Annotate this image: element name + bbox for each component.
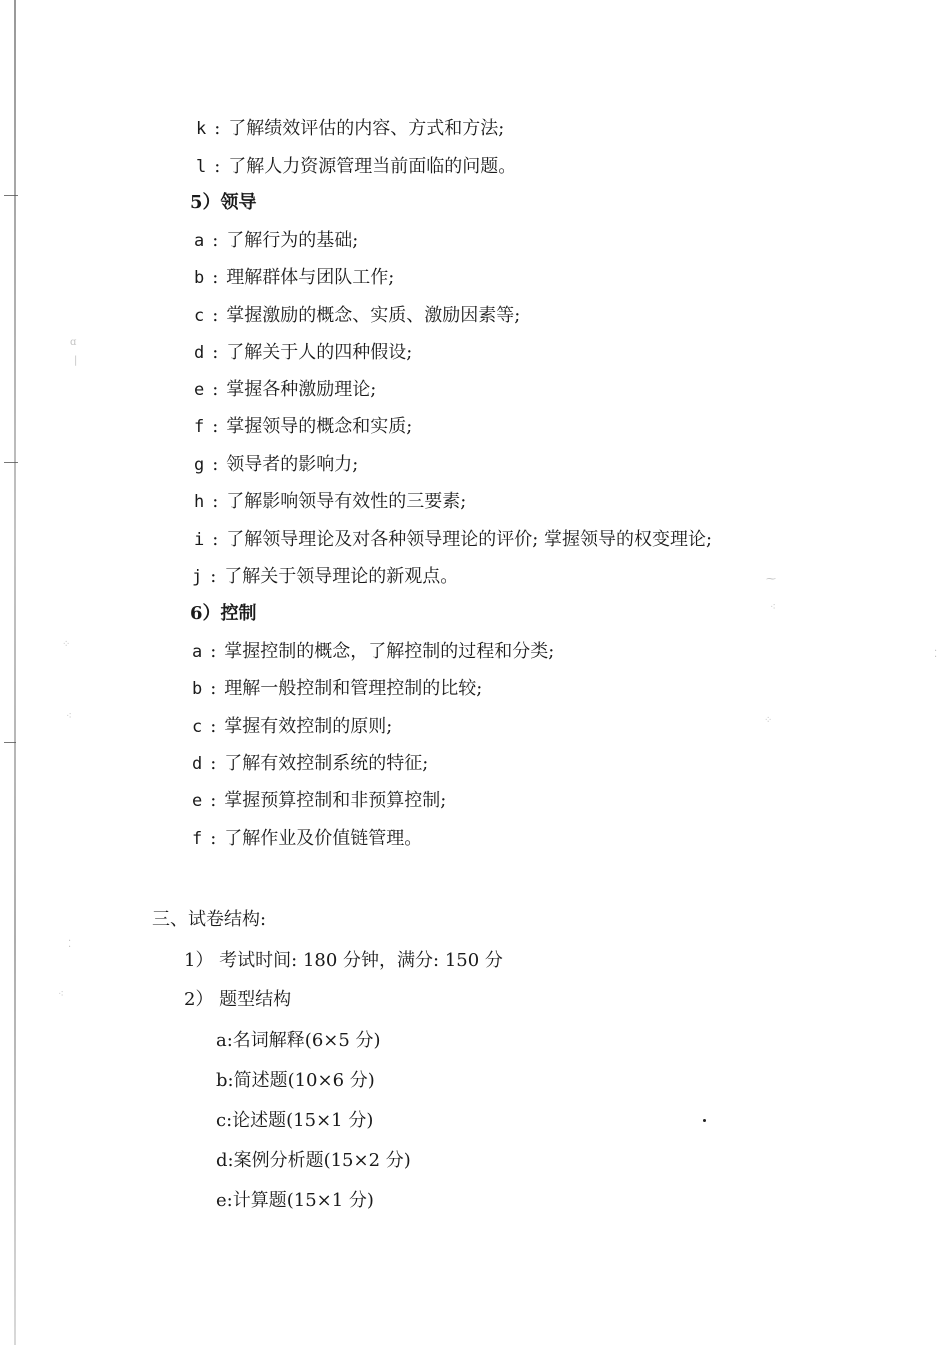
item-label: e bbox=[194, 380, 205, 400]
question-types-heading: 2） 题型结构 bbox=[184, 989, 292, 1010]
scan-speck: ⁚ bbox=[934, 649, 938, 660]
item-label: a bbox=[192, 642, 203, 662]
item-text: 了解关于人的四种假设; bbox=[226, 342, 413, 363]
list-item: b : 理解群体与团队工作; bbox=[194, 267, 395, 288]
item-text: 掌握有效控制的原则; bbox=[224, 716, 393, 737]
section-heading-exam-structure: 三、试卷结构: bbox=[152, 909, 267, 930]
item-label: h bbox=[194, 492, 205, 512]
item-label: c bbox=[192, 717, 203, 737]
list-item: j : 了解关于领导理论的新观点。 bbox=[192, 566, 459, 587]
list-item: i : 了解领导理论及对各种领导理论的评价; 掌握领导的权变理论; bbox=[194, 529, 713, 550]
scan-speck: ⁓ bbox=[766, 574, 776, 585]
list-item: a : 掌握控制的概念，了解控制的过程和分类; bbox=[192, 641, 555, 662]
list-item: l : 了解人力资源管理当前面临的问题。 bbox=[196, 156, 517, 177]
item-label: k bbox=[196, 119, 207, 139]
item-label: b bbox=[192, 679, 203, 699]
scan-speck: ɑ bbox=[70, 337, 77, 348]
item-text: 了解有效控制系统的特征; bbox=[224, 753, 429, 774]
item-text: 掌握激励的概念、实质、激励因素等; bbox=[226, 305, 521, 326]
scan-speck: ⁘ bbox=[62, 639, 71, 650]
scan-speck: ⁚ bbox=[68, 939, 72, 950]
item-text: 了解人力资源管理当前面临的问题。 bbox=[228, 156, 517, 177]
item-label: c bbox=[194, 306, 205, 326]
list-item: e : 掌握预算控制和非预算控制; bbox=[192, 790, 447, 811]
list-item: h : 了解影响领导有效性的三要素; bbox=[194, 491, 467, 512]
list-item: d : 了解关于人的四种假设; bbox=[194, 342, 413, 363]
item-text: 了解关于领导理论的新观点。 bbox=[224, 566, 459, 587]
list-item: c : 掌握激励的概念、实质、激励因素等; bbox=[194, 305, 521, 326]
item-text: 掌握预算控制和非预算控制; bbox=[224, 790, 447, 811]
list-item: b : 理解一般控制和管理控制的比较; bbox=[192, 678, 483, 699]
list-item: a : 了解行为的基础; bbox=[194, 230, 359, 251]
item-text: 了解领导理论及对各种领导理论的评价; 掌握领导的权变理论; bbox=[226, 529, 713, 550]
item-label: d bbox=[192, 754, 203, 774]
item-label: e bbox=[192, 791, 203, 811]
scan-mark bbox=[4, 462, 18, 463]
list-item: f : 掌握领导的概念和实质; bbox=[194, 416, 413, 437]
scan-speck: ⁖ bbox=[66, 711, 72, 722]
item-label: l bbox=[196, 157, 207, 177]
item-label: j bbox=[192, 567, 203, 587]
list-item: k : 了解绩效评估的内容、方式和方法; bbox=[196, 118, 505, 139]
list-item: c : 掌握有效控制的原则; bbox=[192, 716, 393, 737]
item-text: 掌握领导的概念和实质; bbox=[226, 416, 413, 437]
list-item: e : 掌握各种激励理论; bbox=[194, 379, 377, 400]
item-label: i bbox=[194, 530, 205, 550]
item-label: b bbox=[194, 268, 205, 288]
list-item: d : 了解有效控制系统的特征; bbox=[192, 753, 429, 774]
list-item: f : 了解作业及价值链管理。 bbox=[192, 828, 423, 849]
item-text: 了解作业及价值链管理。 bbox=[224, 828, 423, 849]
item-text: 掌握各种激励理论; bbox=[226, 379, 377, 400]
scan-mark bbox=[4, 195, 18, 196]
item-label: a bbox=[194, 231, 205, 251]
item-label: f bbox=[194, 417, 205, 437]
item-text: 领导者的影响力; bbox=[226, 454, 359, 475]
item-text: 了解行为的基础; bbox=[226, 230, 359, 251]
question-type-item: a:名词解释(6×5 分) bbox=[216, 1030, 381, 1051]
item-label: d bbox=[194, 343, 205, 363]
item-text: 掌握控制的概念，了解控制的过程和分类; bbox=[224, 641, 555, 662]
question-type-item: b:简述题(10×6 分) bbox=[216, 1070, 375, 1091]
section-heading-control: 6）控制 bbox=[190, 603, 257, 624]
exam-time-line: 1） 考试时间: 180 分钟，满分: 150 分 bbox=[184, 950, 503, 971]
scan-speck: ⁖ bbox=[58, 989, 64, 1000]
item-text: 理解一般控制和管理控制的比较; bbox=[224, 678, 483, 699]
question-type-item: c:论述题(15×1 分) bbox=[216, 1110, 374, 1131]
item-text: 了解影响领导有效性的三要素; bbox=[226, 491, 467, 512]
item-label: g bbox=[194, 455, 205, 475]
item-text: 理解群体与团队工作; bbox=[226, 267, 395, 288]
scan-speck: | bbox=[74, 355, 78, 366]
scan-mark bbox=[4, 742, 16, 743]
item-label: f bbox=[192, 829, 203, 849]
scan-speck: ⁘ bbox=[764, 715, 773, 726]
question-type-item: d:案例分析题(15×2 分) bbox=[216, 1150, 411, 1171]
list-item: g : 领导者的影响力; bbox=[194, 454, 359, 475]
scan-binding-edge bbox=[14, 0, 16, 1345]
ink-dot bbox=[703, 1119, 706, 1122]
item-text: 了解绩效评估的内容、方式和方法; bbox=[228, 118, 505, 139]
section-heading-leadership: 5）领导 bbox=[190, 192, 257, 213]
scan-speck: ⁖ bbox=[770, 602, 776, 613]
question-type-item: e:计算题(15×1 分) bbox=[216, 1190, 374, 1211]
